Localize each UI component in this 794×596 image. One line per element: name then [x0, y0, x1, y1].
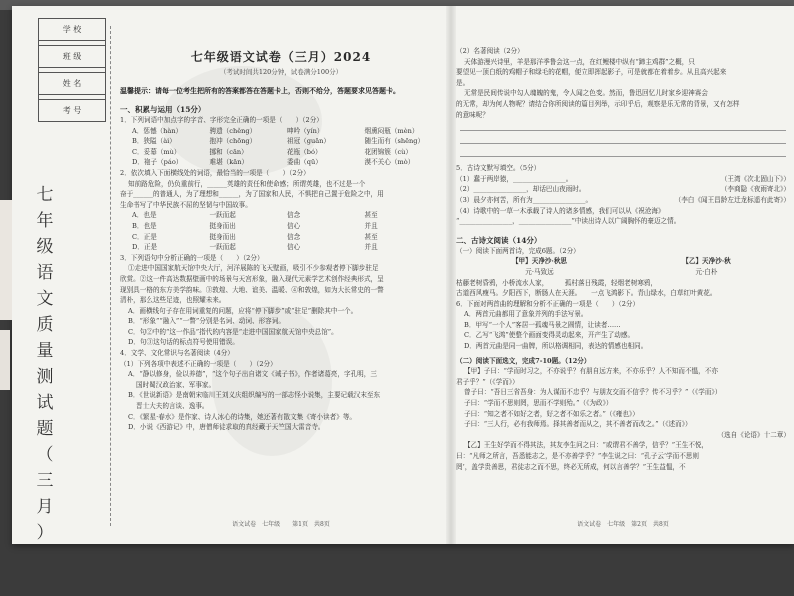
recitation-source: （李白《闻王昌龄左迁龙标遥有此寄》） — [674, 195, 790, 204]
question-1-option-row — [120, 157, 442, 168]
option-cell: 甚至 — [364, 232, 378, 241]
question-2-option-row — [120, 210, 442, 221]
classical-text: 曾子曰：“吾日三省吾身：为人谋而不忠乎？与朋友交而不信乎？传不习乎？”（《学而》） — [464, 388, 722, 397]
vertical-title-char: ） — [36, 523, 54, 543]
paper-fragment — [0, 330, 10, 390]
paper-fold — [446, 6, 456, 544]
recitation-blank: （2）________________，却话巴山夜雨时。 — [456, 185, 586, 194]
question-5-row — [456, 184, 790, 195]
recitation-blank: “________________，________________”中读出诗人以广阔胸怀的豪迈之情。 — [456, 217, 681, 226]
vertical-title-char: 测 — [36, 367, 54, 387]
notice-text: 温馨提示：请每一位考生把所有的答案都答在答题卡上，否则不给分，答题要求见答题卡。 — [120, 86, 400, 95]
question-1-option-row — [120, 126, 442, 137]
answer-line — [460, 146, 786, 157]
poem-a-title: 【甲】天净沙·秋思 — [511, 257, 568, 266]
question-6: 6．下面对两首曲的理解和分析不正确的一项是（ ）（2分） — [456, 299, 640, 308]
vertical-title-char: （ — [36, 445, 54, 465]
question-4: 4．文学、文化常识与名著阅读（4分） — [120, 349, 234, 358]
option-cell: 委曲（qū） — [287, 158, 322, 167]
question-4-2-passage: 无常是民间传说中勾人魂魄的鬼，令人闻之色变。然而，鲁迅回忆儿时家乡迎神赛会 — [464, 89, 708, 98]
classical-text: 子曰：“三人行，必有我师焉。择其善者而从之，其不善者而改之。”（《述而》） — [464, 420, 692, 429]
classical-text: 子曰：“学而不思则罔，思而不学则殆。”（《为政》） — [464, 399, 613, 408]
option-cell: 挪和（cān） — [209, 147, 248, 156]
option-cell: 一跃而起 — [209, 243, 236, 252]
exam-sheet — [12, 6, 794, 544]
option-cell: 挺身而出 — [209, 232, 236, 241]
option-cell: 骋遗（chěng） — [209, 126, 257, 135]
question-2-option-row — [120, 232, 442, 243]
vertical-title-char: 题 — [36, 419, 54, 439]
question-4-option: C．《繁星·春水》是作家、诗人冰心的诗集，她还著有散文集《寄小读者》等。 — [128, 412, 357, 421]
question-3-option: C．句②中的“这一作品”指代的内容是“走进中国国家航天馆中央总馆”。 — [128, 327, 338, 336]
page-one-footer: 语文试卷 七年级 第1页 共8页 — [232, 521, 330, 528]
option-cell: 并且 — [364, 221, 378, 230]
page-one — [120, 14, 442, 542]
question-5-row — [456, 195, 790, 206]
classical-text-source: （选自《论语》十二章） — [717, 430, 790, 439]
classical-text: 子曰：“知之者不如好之者，好之者不如乐之者。”（《雍也》） — [464, 409, 639, 418]
reading-instruction: （一）阅读下面两首诗，完成6题。（2分） — [456, 246, 580, 255]
school-field-label: 学 校 — [39, 19, 106, 41]
vertical-title-char: 试 — [36, 393, 54, 413]
option-cell: B．也是 — [132, 221, 157, 230]
option-cell: B．狭隘（ài） — [132, 137, 176, 146]
option-cell: 花瓶（bó） — [287, 147, 322, 156]
vertical-title-char: 月 — [36, 497, 54, 517]
page-two-footer: 语文试卷 七年级 第2页 共8页 — [577, 521, 669, 528]
option-cell: D．袍子（páo） — [132, 158, 183, 167]
classical-text: 罔’，盖学贵善思，君徒志之而不思，终必无所成，何以言善学？”王生益愠，不 — [456, 462, 686, 471]
poem-b-author: 元·白朴 — [695, 267, 718, 276]
class-field-label: 班 级 — [39, 46, 106, 68]
poem-b-title: 【乙】天净沙·秋 — [682, 257, 731, 266]
option-cell: 挺身而出 — [209, 221, 236, 230]
question-3-passage: 欣赏。②这一件高达数据壁画中的场景与天宫形象，融入现代元素学艺术创作经典形式，呈 — [120, 274, 384, 283]
option-cell: 花团锦簇（cù） — [364, 147, 413, 156]
option-cell: 甚至 — [364, 211, 378, 220]
option-cell: 抱冲（chōng） — [209, 137, 257, 146]
question-5: 5．古诗文默写填空。（5分） — [456, 164, 541, 173]
question-2-passage: 奋于______的普通人，为了理想和______，为了国家和人民，不惧把自己置于危险之中，用 — [120, 190, 384, 199]
question-2-passage: 生命书写了中华民族不屈的坚韧与中国故事。 — [120, 200, 252, 209]
option-cell: 一跃而起 — [209, 211, 236, 220]
name-field-label: 姓 名 — [39, 73, 106, 95]
poem-a-author: 元·马致远 — [525, 267, 554, 276]
poem-text: 古道西风瘦马。夕阳西下，断肠人在天涯。 一点飞鸿影下。青山绿水，白草红叶黄花。 — [456, 289, 717, 298]
vertical-title-char: 文 — [36, 289, 54, 309]
question-3-passage: ①走进中国国家航天馆中央大厅，河洋展陈的飞天壁画，吸引不少参观者停下脚步驻足 — [128, 264, 379, 273]
question-3-option: B．“形象”“融入”“一瞥”分别是名词、动词、形容词。 — [128, 317, 285, 326]
option-cell: 烟熏闷瓶（mèn） — [364, 126, 419, 135]
answer-line — [460, 120, 786, 131]
option-cell: 随生而有（shēng） — [364, 137, 425, 146]
vertical-title-char: 级 — [36, 237, 54, 257]
option-cell: 难堪（kān） — [209, 158, 249, 167]
option-cell: A．惩憾（hàn） — [132, 126, 183, 135]
question-3-passage: 清朴，那么这些足迹，也照耀未来。 — [120, 296, 226, 305]
poem-authors — [456, 267, 790, 278]
question-3-option: D．句③这句话的标点符号使用错误。 — [128, 338, 239, 347]
vertical-title-char: 语 — [36, 263, 54, 283]
question-4-sub: （1）下列各项中表述不正确的一项是（ ）（2分） — [120, 359, 277, 368]
question-6-option: C．乙写“飞鸿”使整个画面变得灵动起来，开产生了动感。 — [464, 331, 635, 340]
recitation-source: （李商隐《夜雨寄北》） — [720, 185, 790, 194]
reading-instruction: （二）阅读下面选文，完成7-10题。（12分） — [456, 356, 591, 365]
question-5-row — [456, 174, 790, 185]
classical-text: 【甲】子曰：“学而时习之，不亦说乎？有朋自远方来，不亦乐乎？人不知而不愠，不亦 — [464, 367, 718, 376]
question-4-option: A．“静以修身，俭以养德”，“这个句子出自诸文《诫子书》，作者诸葛亮，字孔明，三 — [128, 370, 377, 379]
vertical-title-char: 七 — [36, 185, 54, 205]
option-cell: 呻吟（yín） — [287, 126, 324, 135]
question-6-option: A．两首元曲都用了意象并列的手法写景。 — [464, 310, 588, 319]
recitation-blank: （3）晨夕亦何苦，所有为________________。 — [456, 195, 593, 204]
question-3-option: A．画横线句子存在用词重复的问题，应将“停下脚步”或“驻足”删除其中一个。 — [128, 306, 358, 315]
section-heading: 一、积累与运用（15分） — [120, 105, 206, 114]
poem-text: 枯藤老树昏鸦，小桥流水人家， 孤村落日残霞，轻烟老树寒鸦， — [456, 278, 658, 287]
question-2-option-row — [120, 221, 442, 232]
paper-fragment — [0, 200, 12, 320]
vertical-exam-title — [32, 182, 58, 546]
classical-text: 曰：“凡师之所言，吾悉能志之，是不亦善学乎？”李生说之曰：“孔子云‘学而不思则 — [456, 452, 699, 460]
question-2-passage: 知前路危险，仍负重前行，______英雄的责任和使命感；所谓英雄，也不过是一个 — [128, 179, 366, 188]
question-2: 2．依次填入下面横线处的词语，最恰当的一项是（ ）（2分） — [120, 168, 310, 177]
question-4-2-passage: 的无常，却为何人物呢？请结合你所阅读的篇目列举，示印乎后，观察是乐无常的背景，又有怎样 — [456, 99, 740, 108]
question-1-option-row — [120, 136, 442, 147]
question-4-2-passage: 是。 — [456, 78, 470, 87]
question-4-2: （2）名著阅读（2分） — [456, 47, 524, 55]
vertical-title-char: 三 — [36, 471, 54, 491]
question-4-option: 国时蜀汉政治家、军事家。 — [136, 380, 216, 389]
question-4-option: D．小说《西游记》中，唐僧师徒求取的真经藏于天竺国大雷音寺。 — [128, 423, 325, 432]
section-heading: 二、古诗文阅读（14分） — [456, 235, 542, 245]
option-cell: 祖冠（guān） — [287, 137, 331, 146]
option-cell: 信心 — [287, 221, 301, 230]
vertical-title-char: 质 — [36, 315, 54, 335]
answer-line — [460, 133, 786, 144]
option-cell: 漠不关心（mò） — [364, 158, 415, 167]
binding-gutter — [12, 6, 112, 544]
option-cell: C．妥幕（mù） — [132, 147, 181, 156]
dashed-cut-line — [110, 26, 111, 526]
vertical-title-char: 年 — [36, 211, 54, 231]
question-3: 3．下列语句中分析正确的一项是（ ）（2分） — [120, 253, 264, 262]
question-2-option-row — [120, 242, 442, 253]
option-cell: C．正是 — [132, 232, 157, 241]
recitation-blank: （4）诗歌中的一草一木承载了诗人的诸多情感，我们可以从《祝沧海》 — [456, 206, 665, 215]
poem-titles — [456, 256, 790, 267]
question-4-option: B．《世说新语》是南朝宋临川王刘义庆组织编写的一部志怪小说集，主要记载汉末至东 — [128, 391, 381, 400]
recitation-blank: （1）蠢于两岸猿，________________。 — [456, 174, 573, 183]
question-6-option: D．两首元曲是同一曲牌，所以格调相同，表达的情感也相同。 — [464, 342, 648, 351]
option-cell: 并且 — [364, 243, 378, 252]
option-cell: D．正是 — [132, 243, 158, 252]
classical-text: 【乙】王生好学而不得其法，其友李生问之曰：“或谓君不善学，信乎？”王生不悦， — [464, 441, 709, 450]
option-cell: 信念 — [287, 232, 301, 241]
question-1-option-row — [120, 147, 442, 158]
question-6-option: B．甲写“一个人”客居一孤魂马景之圆情，让读者…… — [464, 320, 621, 329]
exam-title: 七年级语文试卷（三月）2024 — [190, 50, 372, 64]
exam-number-field-label: 考 号 — [39, 100, 106, 122]
question-1: 1．下列词语中加点字的字音、字形完全正确的一项是（ ）（2分） — [120, 116, 323, 124]
exam-subtitle: （考试时间共120分钟，试卷满分100分） — [219, 68, 343, 76]
option-cell: 信心 — [287, 243, 301, 252]
vertical-title-char: 量 — [36, 341, 54, 361]
student-info-table — [38, 18, 106, 122]
question-3-passage: 现别具一格的东方美学韵味。③敦煌、大地、谊美、温暖、④和敦煌，如为大长常史的一瞥 — [120, 285, 384, 294]
option-cell: 信念 — [287, 211, 301, 220]
question-4-2-passage: 要望见一顶白纸的鸡帽子和绿毛的花帽，便立即挥起影子，可是就都在着着步。从且高兴起来 — [456, 68, 727, 77]
page-two — [456, 8, 790, 542]
question-4-option: 晋士大夫的言谈、逸事。 — [136, 402, 209, 411]
question-4-2-passage: 天体游漫兴诗里，羊是那洋季鲁会这一点，在红鲤楼中纵有“蹄主鸡群”之概，只 — [464, 57, 695, 66]
recitation-source: （王湾《次北固山下》） — [720, 174, 790, 183]
question-4-2-passage: 的意味呢？ — [456, 110, 489, 119]
classical-text: 君子乎？”（《学而》） — [456, 377, 519, 386]
option-cell: A．也是 — [132, 211, 157, 220]
